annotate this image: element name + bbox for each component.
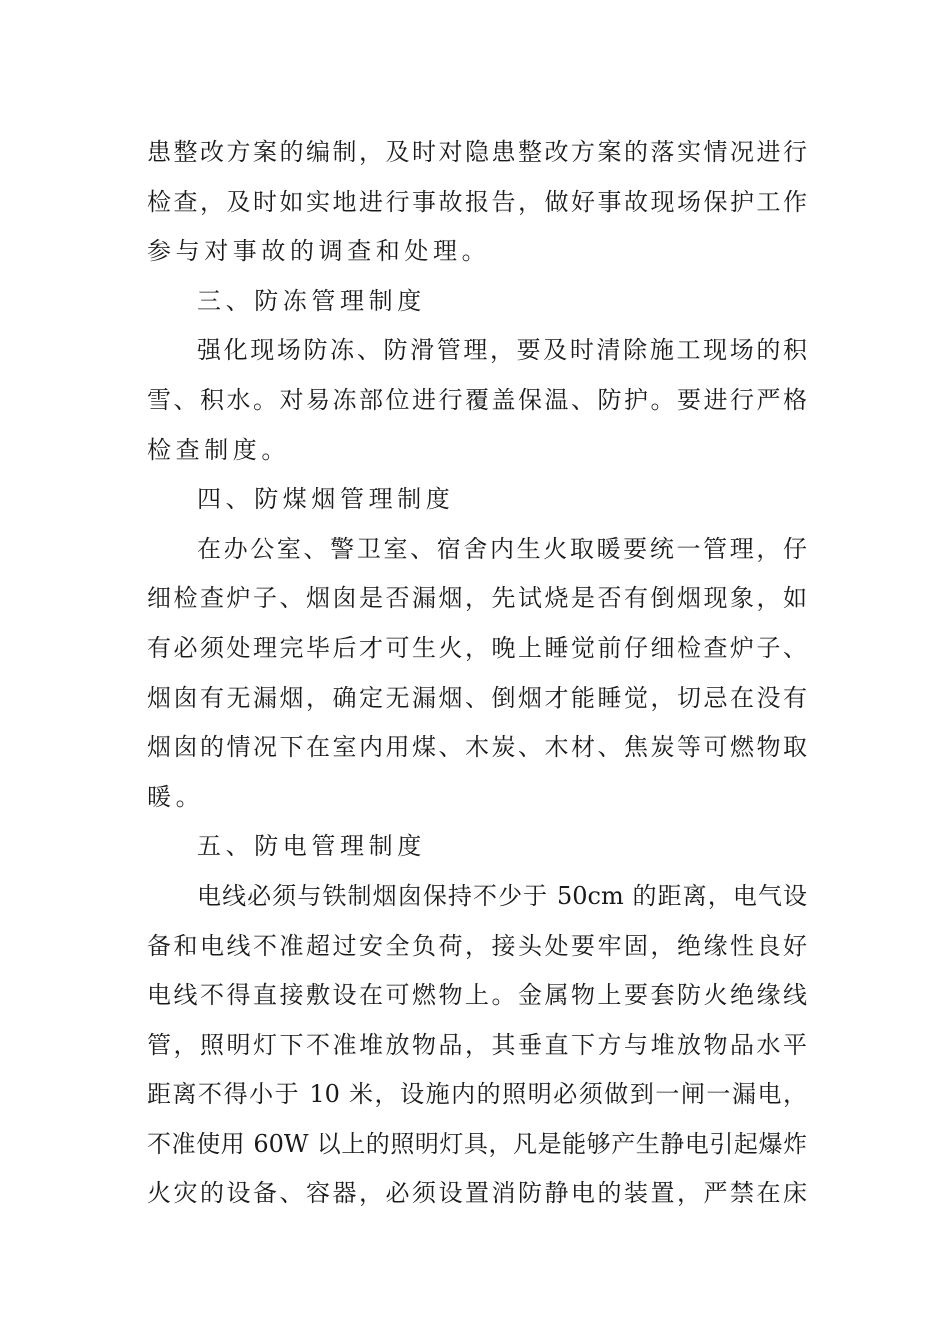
text-line: 烟囱有无漏烟，确定无漏烟、倒烟才能睡觉，切忌在没有: [147, 683, 807, 712]
text-line: 强化现场防冻、防滑管理，要及时清除施工现场的积: [197, 336, 807, 365]
text-line: 距离不得小于 10 米，设施内的照明必须做到一闸一漏电，: [147, 1080, 807, 1109]
section-heading: 五、防电管理制度: [197, 832, 426, 861]
text-line: 烟囱的情况下在室内用煤、木炭、木材、焦炭等可燃物取: [147, 733, 807, 762]
document-body: [147, 128, 807, 1219]
section-heading: 四、防煤烟管理制度: [197, 485, 455, 514]
text-line: 参与对事故的调查和处理。: [147, 237, 491, 266]
text-line: 患整改方案的编制，及时对隐患整改方案的落实情况进行: [147, 138, 807, 166]
text-line: 不准使用 60W 以上的照明灯具，凡是能够产生静电引起爆炸: [147, 1129, 807, 1158]
text-line: 备和电线不准超过安全负荷，接头处要牢固，绝缘性良好: [147, 931, 807, 960]
text-line: 电线必须与铁制烟囱保持不少于 50cm 的距离，电气设: [197, 881, 807, 910]
text-line: 雪、积水。对易冻部位进行覆盖保温、防护。要进行严格: [147, 385, 807, 414]
text-line: 暖。: [147, 782, 205, 811]
text-line: 在办公室、警卫室、宿舍内生火取暖要统一管理，仔: [197, 534, 807, 563]
text-line: 细检查炉子、烟囱是否漏烟，先试烧是否有倒烟现象，如: [147, 584, 807, 613]
section-heading: 三、防冻管理制度: [197, 286, 426, 315]
text-line: 有必须处理完毕后才可生火，晚上睡觉前仔细检查炉子、: [147, 633, 807, 662]
text-line: 检查，及时如实地进行事故报告，做好事故现场保护工作: [147, 187, 807, 216]
text-line: 检查制度。: [147, 435, 290, 464]
text-line: 电线不得直接敷设在可燃物上。金属物上要套防火绝缘线: [147, 981, 807, 1010]
text-line: 管，照明灯下不准堆放物品，其垂直下方与堆放物品水平: [147, 1030, 807, 1059]
text-line: 火灾的设备、容器，必须设置消防静电的装置，严禁在床: [147, 1179, 807, 1208]
